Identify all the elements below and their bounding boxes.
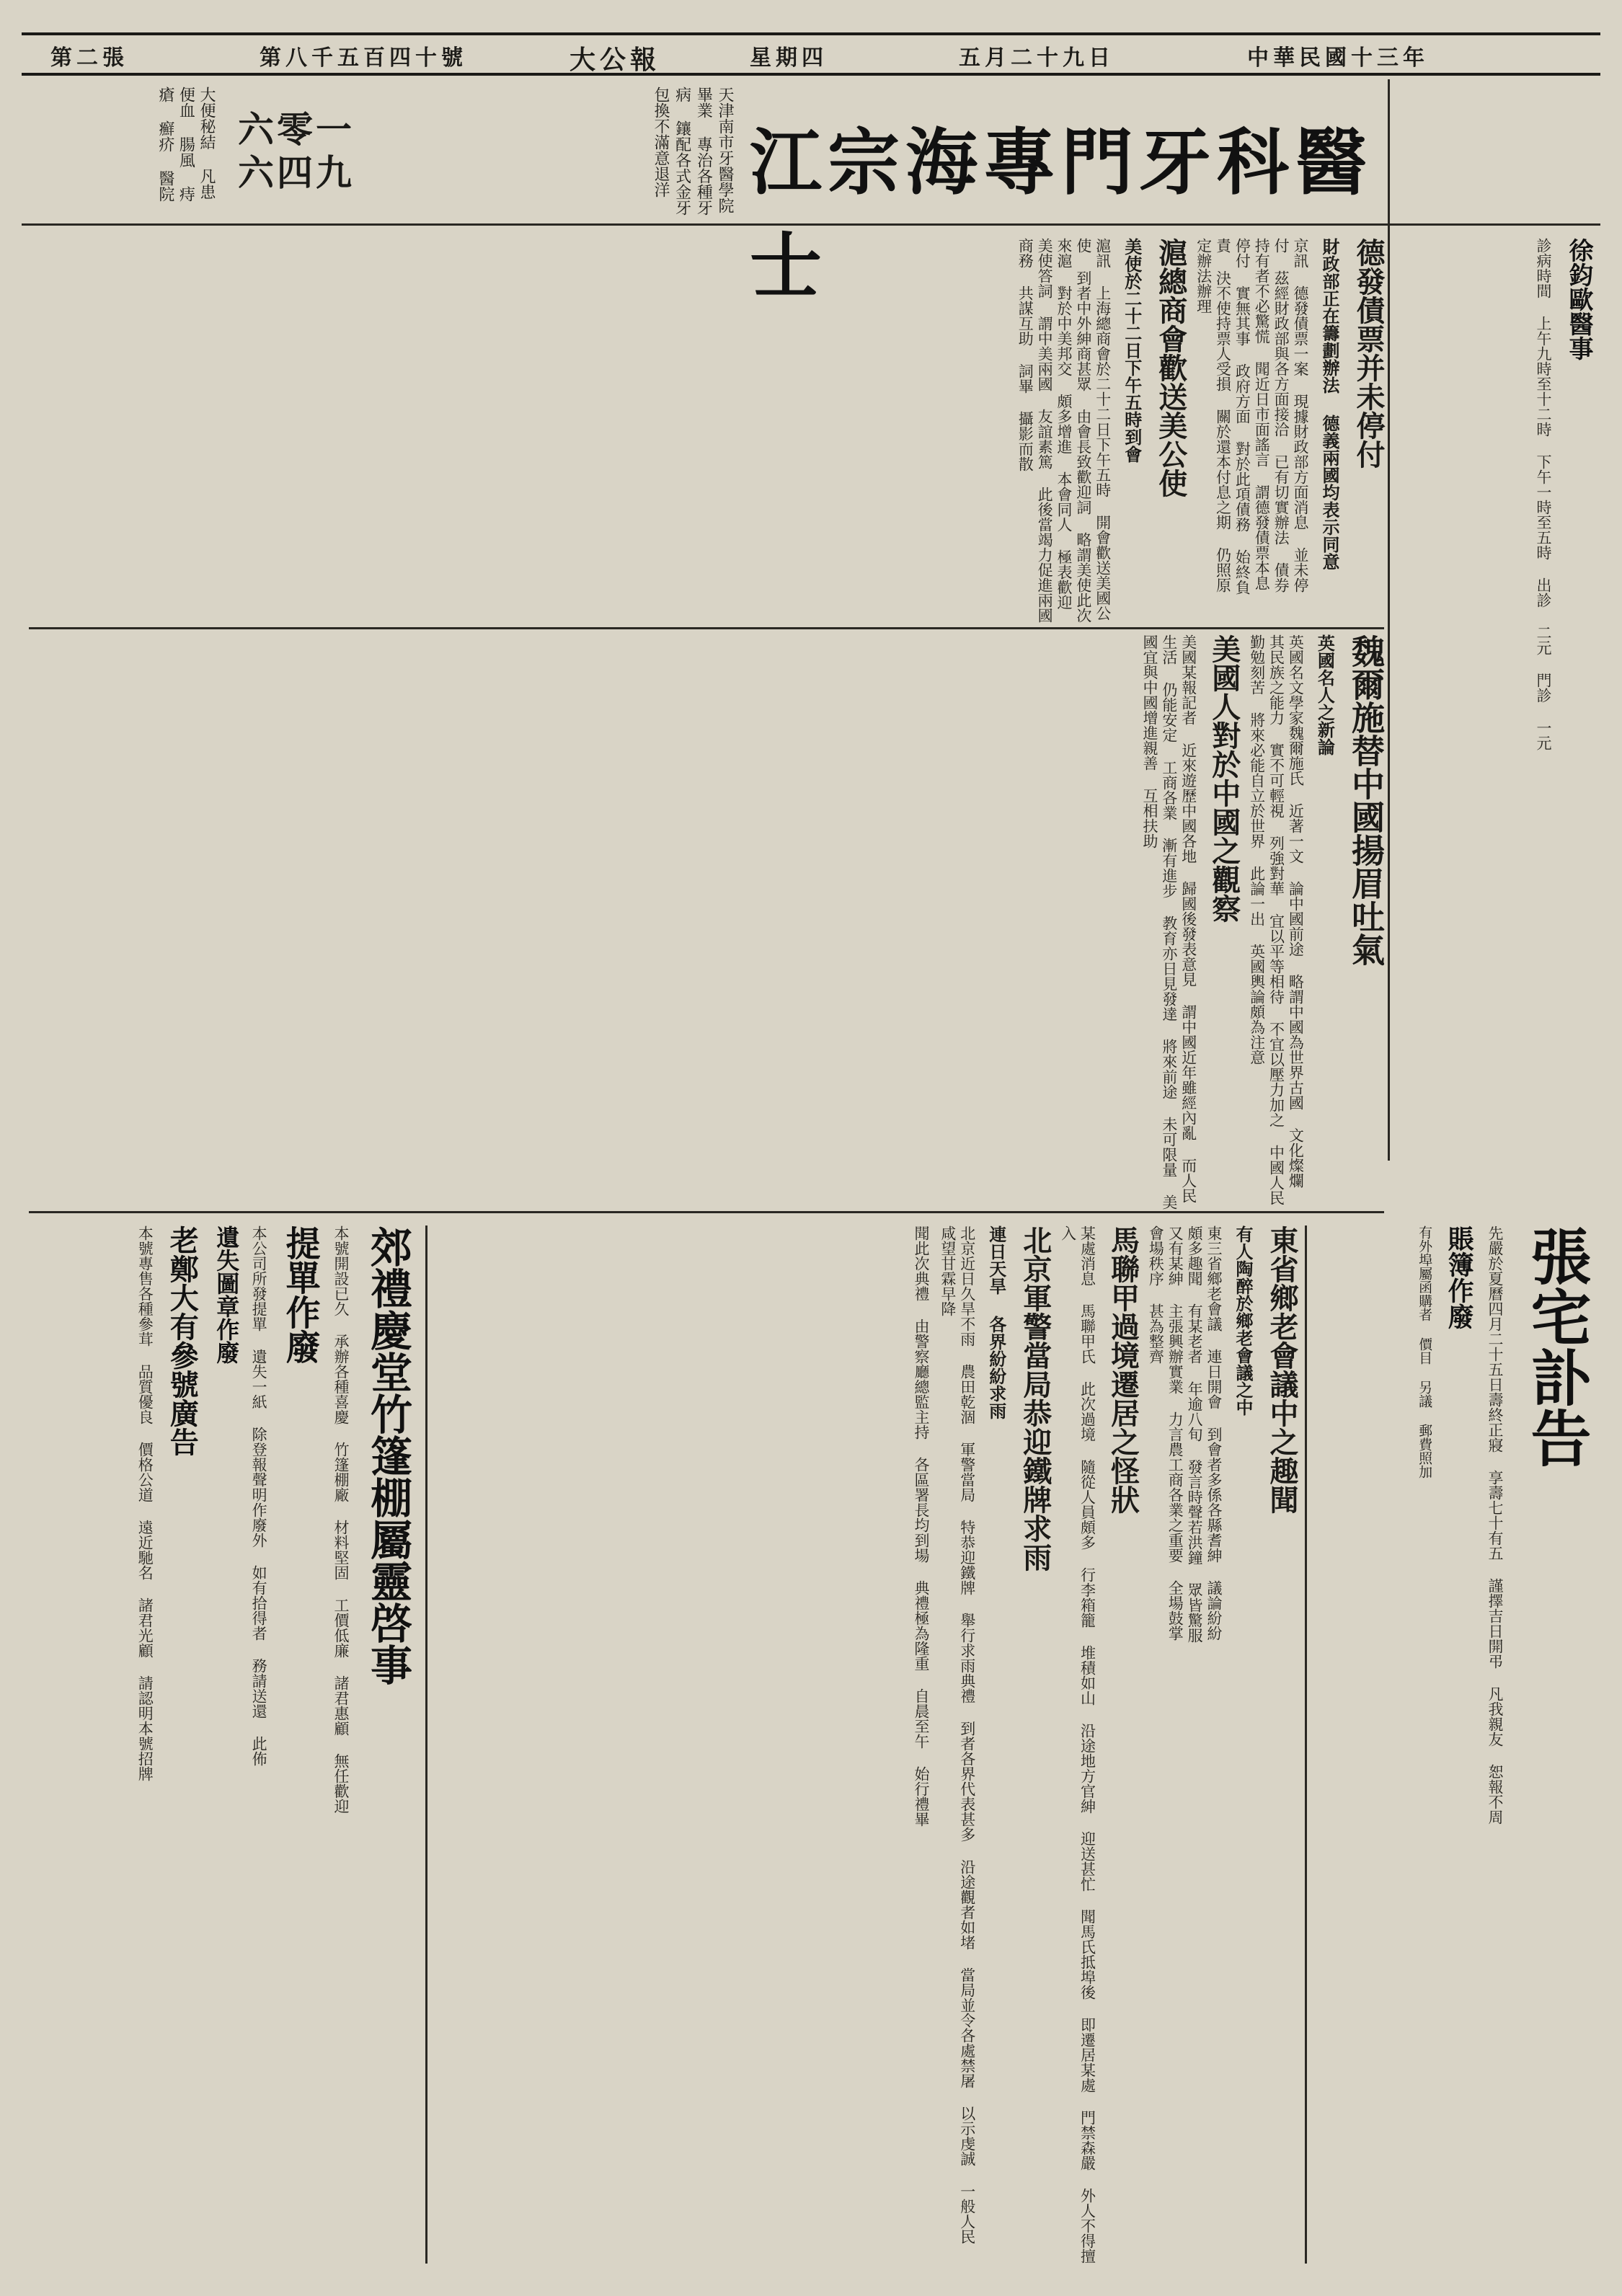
masthead xyxy=(22,32,1600,76)
laozheng-body: 本號專售各種參茸 品質優良 價格公道 遠近馳名 諸君光顧 請認明本號招牌 xyxy=(136,1225,154,1781)
article-6-title: 馬聯甲過境遷居之怪狀 xyxy=(1106,1225,1140,1514)
right-column xyxy=(1395,238,1597,1146)
article-7-body: 北京近日久旱不雨 農田乾涸 軍警當局 特恭迎鐵牌 舉行求雨典禮 到者各界代表甚多 沿途觀者如堵 當局並令各處禁屠 以示虔誠 一般人民 咸望甘霖早降 xyxy=(939,1225,976,2244)
articles-upper xyxy=(29,238,1384,629)
laozheng-title: 老鄭大有參號廣告 xyxy=(165,1225,200,1456)
article-1-body: 京訊 德發債票一案 現據財政部方面消息 並未停付 茲經財政部與各方面接洽 已有切實辦法 債券持有者不必驚慌 聞近日市面謠言 謂德發債票本息停付 實無其事 政府方面 對於此項債務 始終負責 決不使持票人受損 關於還本付息之期 仍照原定辦法辦理 xyxy=(1195,238,1309,595)
tidan-title: 提單作廢 xyxy=(280,1225,321,1364)
zhang-obituary-title: 張宅訃告 xyxy=(1521,1225,1592,1468)
ledger-void-title: 賬簿作廢 xyxy=(1444,1225,1475,1329)
tidan-body: 本公司所發提單 遺失一紙 除登報聲明作廢外 如有拾得者 務請送還 此佈 xyxy=(250,1225,268,1766)
lower-left-ads xyxy=(29,1225,418,2264)
left-medical-ad: 大便秘結 凡患 便血 腸風 痔瘡 癬疥 醫院 xyxy=(156,87,216,202)
article-1-title: 德發債票并未停付 xyxy=(1352,238,1386,469)
paper-name: 大公報 xyxy=(570,45,661,75)
doctor-notes: 診病時間 上午九時至十二時 下午一時至五時 出診 二元 門診 一元 xyxy=(1535,238,1552,750)
dentist-notes: 天津南市牙醫學院畢業 專治各種牙病 鑲配各式金牙 包換不滿意退洋 xyxy=(651,87,734,216)
article-6-body: 某處消息 馬聯甲氏 此次過境 隨從人員頗多 行李箱籠 堆積如山 沿途地方官紳 迎送甚忙 聞馬氏抵埠後 即遷居某處 門禁森嚴 外人不得擅入 xyxy=(1059,1225,1096,2264)
date-republic: 中華民國十三年 xyxy=(1247,45,1429,71)
article-7-subtitle: 連日天旱 各界紛紛求雨 xyxy=(985,1225,1007,1419)
zhang-obituary-body: 先嚴於夏曆四月二十五日壽終正寢 享壽七十有五 謹擇吉日開弔 凡我親友 恕報不周 xyxy=(1486,1225,1504,1825)
articles-lower xyxy=(433,1225,1298,2264)
date-month: 五月二十九日 xyxy=(959,45,1114,71)
article-5-subtitle: 有人陶醉於鄉老會議之中 xyxy=(1233,1225,1254,1416)
page-number: 第二張 xyxy=(50,45,128,71)
article-3-body: 英國名文學家魏爾施氏 近著一文 論中國前途 略謂中國為世界古國 文化燦爛 其民族之能力 實不可輕視 列強對華 宜以平等相待 不宜以壓力加之 中國人民 勤勉刻苦 將來必能自立於世界 此論一出 英國輿論頗為注意 xyxy=(1248,634,1305,1205)
issue-number: 第八千五百四十號 xyxy=(260,45,467,71)
article-5-title: 東省鄉老會議中之趣聞 xyxy=(1265,1225,1299,1514)
article-2-title: 滬總商會歡送美公使 xyxy=(1153,238,1188,497)
article-3-subtitle: 英國名人之新論 xyxy=(1314,634,1336,755)
article-4-body: 美國某報記者 近來遊歷中國各地 歸國後發表意見 謂中國近年雖經內亂 而人民生活 仍能安定 工商各業 漸有進步 教育亦日見發達 將來前途 未可限量 美國宜與中國增進親善 互相扶助 xyxy=(1141,634,1197,1210)
phone-number: 六零一 六四九 xyxy=(238,108,355,194)
dentist-ad-title: 江宗海專門牙科醫士 xyxy=(750,120,1373,309)
article-3-title: 魏爾施替中國揚眉吐氣 xyxy=(1347,634,1386,966)
doctor-title: 徐鈞歐醫事 xyxy=(1564,238,1593,360)
articles-middle xyxy=(29,634,1384,1213)
article-8-body: 聞此次典禮 由警察廳總監主持 各區署長均到場 典禮極為隆重 自晨至午 始行禮畢 xyxy=(913,1225,930,1827)
bottom-right-note: 有外埠屬函購者 價目 另議 郵費照加 xyxy=(1417,1225,1433,1479)
article-4-title: 美國人對於中國之觀察 xyxy=(1207,634,1241,923)
lost-seal-title: 遺失圖章作廢 xyxy=(213,1225,241,1364)
article-2-subtitle: 美使於二十二日下午五時到會 xyxy=(1121,238,1143,463)
article-7-title: 北京軍警當局恭迎鐵牌求雨 xyxy=(1018,1225,1052,1572)
article-5-body: 東三省鄉老會議 連日開會 到會者多係各縣耆紳 議論紛紛 頗多趣聞 有某老者 年逾八旬 發言時聲若洪鐘 眾皆驚服 又有某紳 主張興辦實業 力言農工商各業之重要 全場鼓掌 會場秩序 甚為整齊 xyxy=(1147,1225,1223,1643)
article-2-body: 滬訊 上海總商會於二十二日下午五時 開會歡送美國公使 到者中外紳商甚眾 由會長致歡迎詞 略謂美使此次來滬 對於中美邦交 頗多增進 本會同人 極表歡迎 美使答詞 謂中美兩國 友誼素篤 此後當竭力促進兩國商務 共謀互助 詞畢 攝影而散 xyxy=(1016,238,1112,623)
jiao-body: 本號開設已久 承辦各種喜慶 竹篷棚廠 材料堅固 工價低廉 諸君惠顧 無任歡迎 xyxy=(332,1225,350,1814)
weekday: 星期四 xyxy=(750,45,828,71)
article-1-subtitle: 財政部正在籌劃辦法 德義兩國均表示同意 xyxy=(1319,238,1340,570)
jiao-title: 郊禮慶堂竹篷棚屬靈啓事 xyxy=(363,1225,412,1685)
zhang-obituary-ad xyxy=(1312,1225,1600,2264)
